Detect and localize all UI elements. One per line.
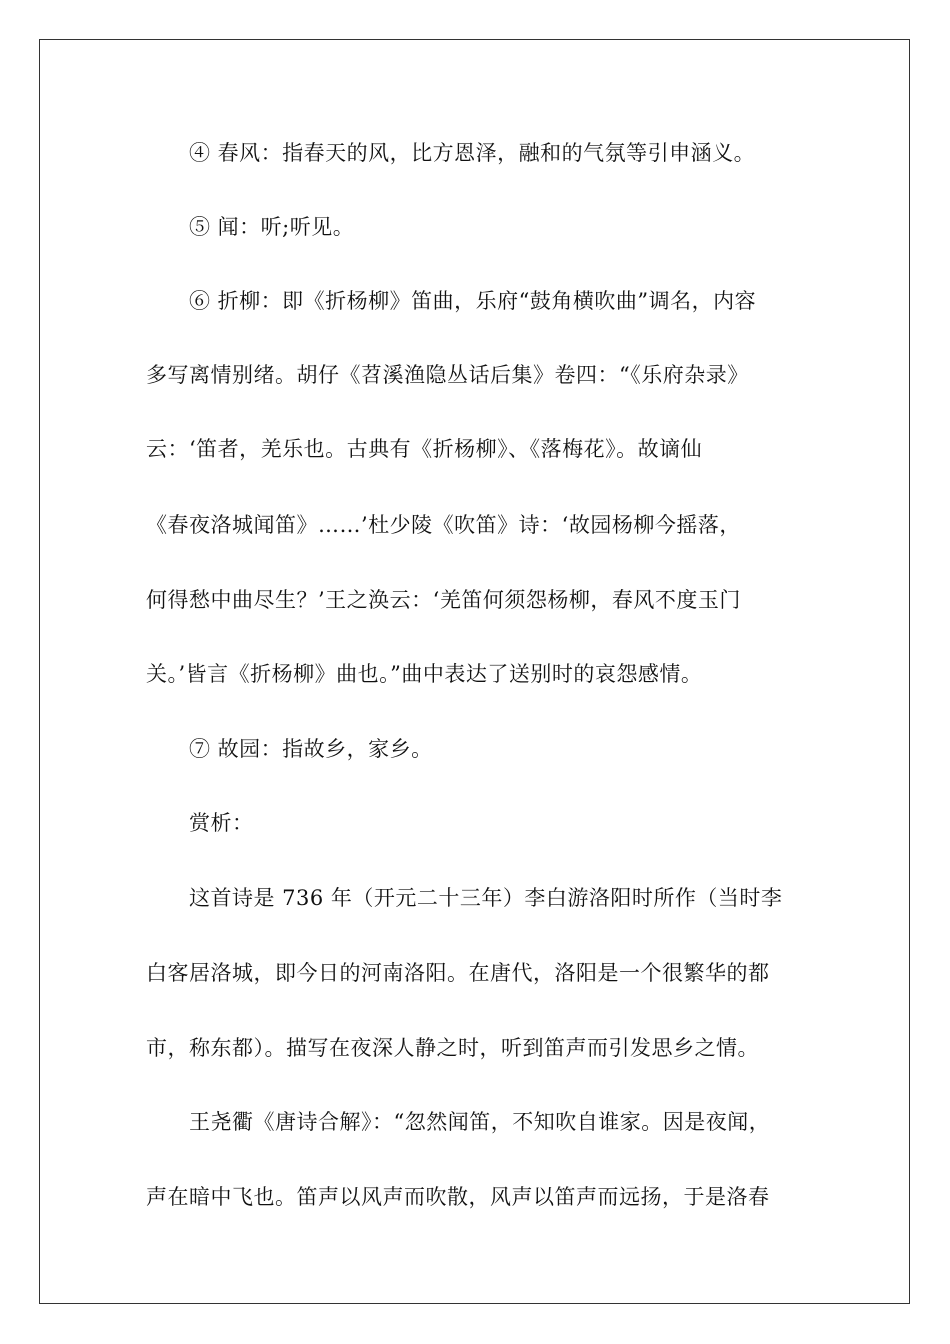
appreciation-para-1-line-2: 白客居洛城，即今日的河南洛阳。在唐代，洛阳是一个很繁华的都 [146, 961, 770, 985]
note-6-line-3: 云：‘笛者，羌乐也。古典有《折杨柳》、《落梅花》。故谪仙 [146, 437, 703, 461]
note-6-line-4: 《春夜洛城闻笛》……’杜少陵《吹笛》诗：‘故园杨柳今摇落， [146, 513, 741, 537]
note-6-zheliu: ⑥ 折柳：即《折杨柳》笛曲，乐府“鼓角横吹曲”调名，内容 [189, 289, 757, 313]
appreciation-para-2-line-2: 声在暗中飞也。笛声以风声而吹散，风声以笛声而远扬，于是洛春 [146, 1185, 770, 1209]
note-7-guyuan: ⑦ 故园：指故乡，家乡。 [189, 737, 433, 761]
note-6-line-6: 关。’皆言《折杨柳》曲也。”曲中表达了送别时的哀怨感情。 [146, 662, 703, 686]
note-4-chunfeng: ④ 春风：指春天的风，比方恩泽，融和的气氛等引申涵义。 [189, 141, 756, 165]
appreciation-para-1-line-3: 市，称东都）。描写在夜深人静之时，听到笛声而引发思乡之情。 [146, 1036, 759, 1060]
appreciation-heading: 赏析： [189, 811, 254, 835]
appreciation-para-1-line-1: 这首诗是 736 年（开元二十三年）李白游洛阳时所作（当时李 [189, 886, 783, 910]
note-6-line-2: 多写离情别绪。胡仔《苕溪渔隐丛话后集》卷四：“《乐府杂录》 [146, 363, 749, 387]
appreciation-para-2-line-1: 王尧衢《唐诗合解》：“忽然闻笛，不知吹自谁家。因是夜闻， [189, 1110, 771, 1134]
note-5-wen: ⑤ 闻：听;听见。 [189, 215, 355, 239]
note-6-line-5: 何得愁中曲尽生？’王之涣云：‘羌笛何须怨杨柳，春风不度玉门 [146, 588, 741, 612]
